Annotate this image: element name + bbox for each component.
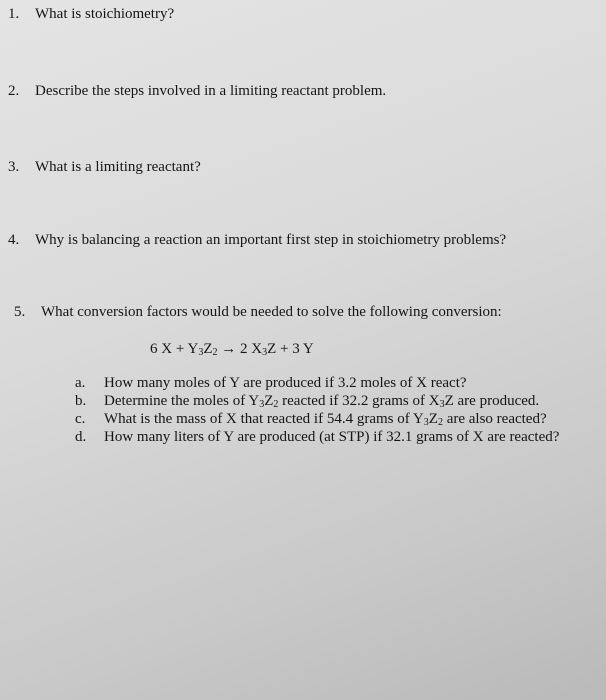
eq-sub: 3	[198, 347, 204, 358]
question-text: What is a limiting reactant?	[35, 159, 201, 175]
sub-sub: 3	[259, 399, 265, 410]
eq-part: Z + 3 Y	[267, 341, 314, 357]
sub-label: d.	[75, 429, 87, 445]
sub-text: are also reacted?	[442, 411, 547, 427]
sub-text: What is the mass of X that reacted if 54.4 grams of Y	[104, 411, 424, 427]
sub-sub: 3	[439, 399, 445, 410]
eq-sub: 2	[212, 347, 218, 358]
sub-text: Determine the moles of Y	[104, 393, 260, 409]
eq-part: 6 X + Y	[150, 341, 199, 357]
question-text: Why is balancing a reaction an important first step in stoichiometry problems?	[35, 232, 507, 248]
eq-part: Z	[203, 341, 213, 357]
subquestion-d	[75, 429, 559, 446]
subquestion-a	[75, 375, 467, 392]
question-1	[8, 6, 174, 23]
sub-text: Z are produced.	[444, 393, 540, 409]
sub-text: Z	[264, 393, 274, 409]
subquestion-b	[75, 393, 539, 410]
chemical-equation	[150, 341, 314, 358]
question-4	[8, 232, 506, 249]
sub-label: b.	[75, 393, 87, 409]
question-number: 2.	[8, 83, 20, 99]
question-number: 5.	[14, 304, 26, 320]
question-text: Describe the steps involved in a limiting reactant problem.	[35, 83, 387, 99]
question-text: What is stoichiometry?	[35, 6, 175, 22]
question-2	[8, 83, 386, 100]
sub-label: c.	[75, 411, 86, 427]
question-number: 3.	[8, 159, 20, 175]
sub-text: How many liters of Y are produced (at STP) if 32.1 grams of X are reacted?	[104, 429, 560, 445]
question-number: 1.	[8, 6, 20, 22]
eq-sub: 3	[262, 347, 268, 358]
sub-sub: 3	[423, 417, 429, 428]
sub-text: reacted if 32.2 grams of X	[278, 393, 440, 409]
sub-sub: 2	[273, 399, 279, 410]
sub-sub: 2	[437, 417, 443, 428]
question-5	[14, 304, 502, 321]
eq-part: → 2 X	[217, 341, 263, 357]
subquestion-c	[75, 411, 547, 428]
question-3	[8, 159, 201, 176]
sub-text: How many moles of Y are produced if 3.2 moles of X react?	[104, 375, 467, 391]
question-number: 4.	[8, 232, 20, 248]
question-text: What conversion factors would be needed to solve the following conversion:	[41, 304, 502, 320]
sub-label: a.	[75, 375, 86, 391]
sub-text: Z	[428, 411, 438, 427]
